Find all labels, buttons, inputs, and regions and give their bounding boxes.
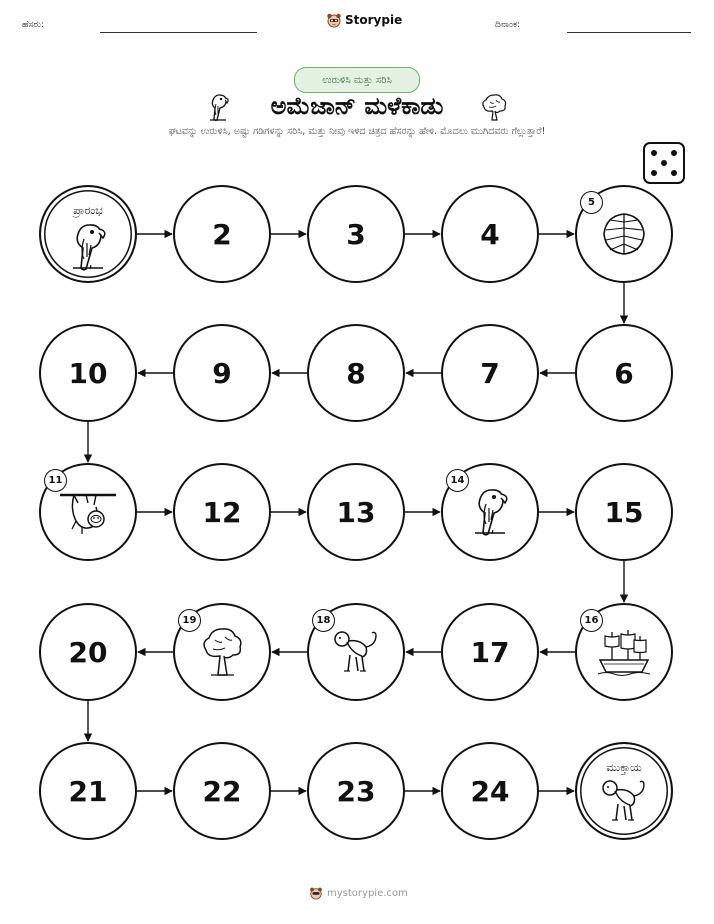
space-number: 23: [336, 774, 376, 808]
board-space[interactable]: [173, 185, 271, 283]
brand-name: Storypie: [345, 13, 403, 27]
board-space[interactable]: [173, 742, 271, 840]
date-label: ದಿನಾಂಕ:: [495, 20, 521, 30]
monkey-icon: [330, 627, 382, 681]
space-number-badge: 16: [580, 609, 603, 632]
board-space-picture[interactable]: [39, 463, 137, 561]
space-number: 21: [68, 774, 108, 808]
space-number: 3: [346, 217, 366, 251]
page-title: ಅಮೆಜಾನ್ ಮಳೆಕಾಡು: [270, 92, 444, 120]
board-space[interactable]: [441, 185, 539, 283]
board-space-picture[interactable]: [173, 603, 271, 701]
game-type-badge: ಉರುಳಿಸಿ ಮತ್ತು ಸರಿಸಿ: [294, 67, 420, 93]
tree-icon: [199, 625, 245, 683]
board-space[interactable]: [441, 742, 539, 840]
space-number: 24: [470, 774, 510, 808]
footer: [309, 886, 408, 900]
board-space[interactable]: [39, 603, 137, 701]
space-number-badge: 5: [580, 191, 603, 214]
board-space[interactable]: [307, 324, 405, 422]
space-number: 6: [614, 356, 634, 390]
board-space-picture[interactable]: [575, 603, 673, 701]
name-label: ಹೆಸರು:: [22, 20, 45, 30]
board-space[interactable]: [575, 324, 673, 422]
ship-icon: [594, 626, 654, 682]
space-number: 2: [212, 217, 232, 251]
parrot-icon: [467, 484, 513, 544]
board-space[interactable]: [441, 603, 539, 701]
board-space-picture[interactable]: [575, 185, 673, 283]
start-label: ಪ್ರಾರಂಭ: [73, 204, 103, 217]
space-number-badge: 18: [312, 609, 335, 632]
board-space[interactable]: [307, 463, 405, 561]
space-number: 17: [470, 635, 510, 669]
space-number: 20: [68, 635, 108, 669]
space-number: 4: [480, 217, 500, 251]
monkey-icon: [598, 776, 650, 830]
monstera-leaf-icon: [600, 210, 648, 262]
board-space[interactable]: [173, 463, 271, 561]
board-space-picture[interactable]: [307, 603, 405, 701]
space-number: 22: [202, 774, 242, 808]
finish-space[interactable]: [575, 742, 673, 840]
finish-label: ಮುಕ್ತಾಯ: [606, 761, 642, 774]
board-space[interactable]: [173, 324, 271, 422]
start-space[interactable]: [39, 185, 137, 283]
instructions: ಘಟವನ್ನು ಉರುಳಿಸಿ, ಅಷ್ಟು ಗಡಿಗಳನ್ನು ಸರಿಸಿ, ಮತ್ತು ನೀವು ಇಳಿದ ಚಿತ್ರದ ಹೆಸರನ್ನು ಹೇಳಿ. ಮೊದಲು ಮುಗಿದವರು ಗೆಲ್ಲುತ್ತಾರೆ!: [168, 126, 546, 137]
space-number: 15: [604, 495, 644, 529]
storypie-mascot-icon: [309, 886, 323, 900]
sloth-icon: [56, 487, 120, 541]
space-number: 7: [480, 356, 500, 390]
board-space[interactable]: [307, 742, 405, 840]
space-number: 8: [346, 356, 366, 390]
space-number: 10: [68, 356, 108, 390]
space-number: 12: [202, 495, 242, 529]
space-number-badge: 11: [44, 469, 67, 492]
board-space[interactable]: [441, 324, 539, 422]
board-space[interactable]: [39, 324, 137, 422]
footer-url[interactable]: mystorypie.com: [327, 887, 408, 899]
space-number-badge: 19: [178, 609, 201, 632]
space-number: 9: [212, 356, 232, 390]
parrot-icon: [65, 219, 111, 279]
board-space[interactable]: [307, 185, 405, 283]
board-space-picture[interactable]: [441, 463, 539, 561]
space-number-badge: 14: [446, 469, 469, 492]
board-space[interactable]: [39, 742, 137, 840]
space-number: 13: [336, 495, 376, 529]
board-space[interactable]: [575, 463, 673, 561]
